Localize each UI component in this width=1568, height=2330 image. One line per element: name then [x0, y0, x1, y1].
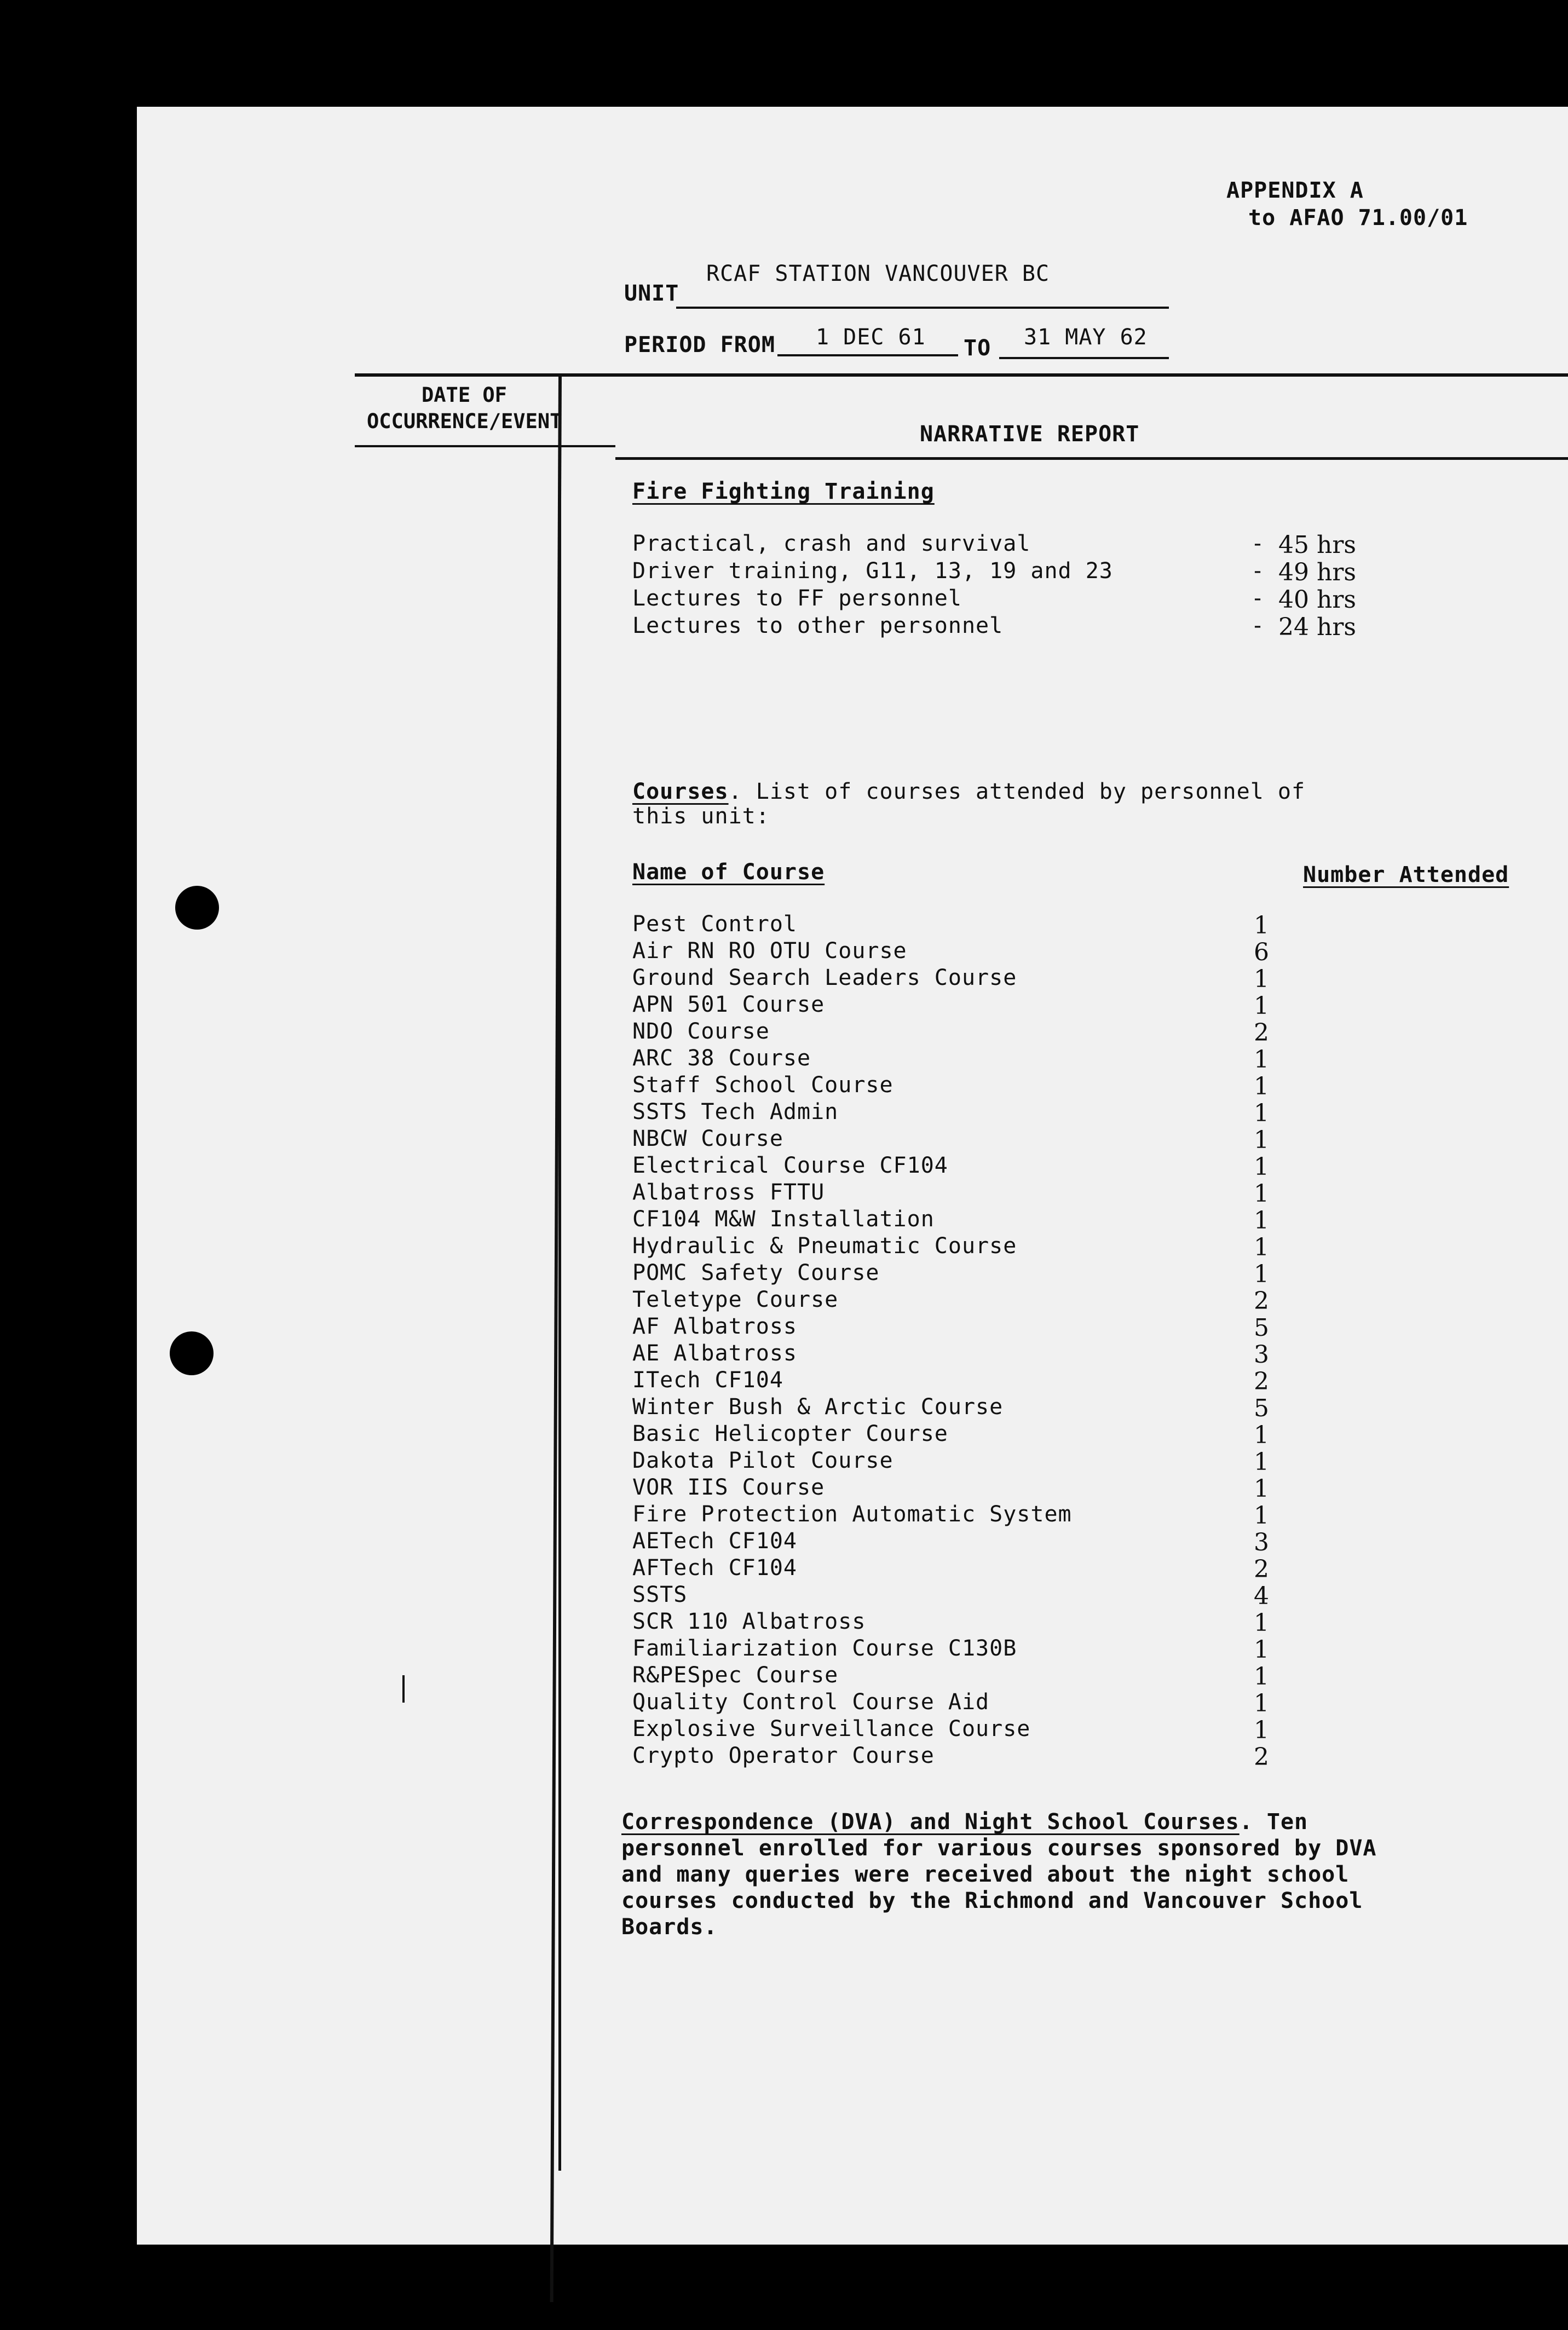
course-name: Familiarization Course C130B [632, 1636, 1017, 1661]
course-row [632, 1609, 1454, 1636]
course-number: 6 [1254, 938, 1269, 966]
period-from-value: 1 DEC 61 [816, 325, 926, 350]
course-name-column-header: Name of Course [632, 860, 825, 885]
fire-fighting-item-dash: - [1251, 531, 1265, 556]
fire-fighting-item-hours: 40 hrs [1278, 586, 1356, 614]
date-column-header-line1: DATE OF [422, 383, 507, 407]
pen-mark [402, 1675, 405, 1703]
course-number: 1 [1254, 1689, 1269, 1717]
fire-fighting-item-label: Lectures to FF personnel [632, 586, 962, 611]
course-name: SSTS [632, 1582, 688, 1607]
course-name: Basic Helicopter Course [632, 1421, 948, 1446]
course-row [632, 938, 1454, 965]
course-number: 1 [1254, 1233, 1269, 1261]
course-name: Ground Search Leaders Course [632, 965, 1017, 990]
appendix-reference: to AFAO 71.00/01 [1248, 205, 1468, 230]
fire-fighting-item-label: Practical, crash and survival [632, 531, 1031, 556]
course-row [632, 1636, 1454, 1663]
course-name: Teletype Course [632, 1287, 839, 1312]
course-row [632, 1716, 1454, 1743]
course-name: APN 501 Course [632, 992, 825, 1017]
fire-fighting-list [632, 531, 1454, 651]
course-name: Winter Bush & Arctic Course [632, 1394, 1004, 1420]
course-name: Fire Protection Automatic System [632, 1502, 1072, 1527]
course-number: 1 [1254, 965, 1269, 993]
fire-fighting-item-dash: - [1251, 613, 1265, 638]
binder-hole [170, 1331, 214, 1375]
course-number: 2 [1254, 1287, 1269, 1315]
courses-heading: Courses [632, 779, 729, 804]
course-number: 1 [1254, 1475, 1269, 1503]
course-name: AE Albatross [632, 1341, 797, 1366]
course-row [632, 1019, 1454, 1046]
course-number: 2 [1254, 1019, 1269, 1047]
course-number: 1 [1254, 1072, 1269, 1100]
course-row [632, 1368, 1454, 1394]
course-number: 3 [1254, 1341, 1269, 1369]
course-name: CF104 M&W Installation [632, 1207, 935, 1232]
course-number: 1 [1254, 1716, 1269, 1744]
course-name: R&PESpec Course [632, 1663, 839, 1688]
course-row [632, 1448, 1454, 1475]
course-name: AFTech CF104 [632, 1555, 797, 1581]
fire-fighting-item-hours: 45 hrs [1278, 531, 1356, 559]
course-number: 1 [1254, 1636, 1269, 1664]
fire-fighting-item-dash: - [1251, 558, 1265, 584]
fire-fighting-heading: Fire Fighting Training [632, 479, 935, 504]
date-column-header-line2: OCCURRENCE/EVENT [367, 410, 562, 433]
unit-value: RCAF STATION VANCOUVER BC [706, 261, 1050, 286]
correspondence-line3: and many queries were received about the night school [621, 1862, 1350, 1887]
course-number: 1 [1254, 1126, 1269, 1154]
course-name: Air RN RO OTU Course [632, 938, 907, 964]
fire-fighting-item [632, 613, 1399, 641]
course-name: NBCW Course [632, 1126, 783, 1151]
course-number: 1 [1254, 1046, 1269, 1074]
course-row [632, 1529, 1454, 1555]
header-bottom-rule-date [355, 445, 615, 447]
course-number: 1 [1254, 1502, 1269, 1530]
course-row [632, 992, 1454, 1019]
courses-intro-text: . List of courses attended by personnel of [728, 779, 1306, 804]
course-row [632, 1555, 1454, 1582]
correspondence-line4: courses conducted by the Richmond and Vancouver School [621, 1888, 1363, 1913]
course-number: 1 [1254, 912, 1269, 939]
course-row [632, 1287, 1454, 1314]
header-bottom-rule-narrative [615, 457, 1568, 460]
course-number: 2 [1254, 1743, 1269, 1771]
fire-fighting-item-label: Lectures to other personnel [632, 613, 1004, 638]
period-to-value: 31 MAY 62 [1024, 325, 1148, 350]
correspondence-line5: Boards. [621, 1914, 718, 1940]
fire-fighting-item [632, 531, 1399, 558]
correspondence-heading: Correspondence (DVA) and Night School Courses [621, 1809, 1240, 1835]
narrative-body [621, 479, 1563, 2121]
course-number: 2 [1254, 1368, 1269, 1395]
course-row [632, 1743, 1454, 1770]
course-row [632, 1341, 1454, 1368]
course-name: Explosive Surveillance Course [632, 1716, 1031, 1741]
course-list [632, 912, 1454, 1777]
table-top-rule [355, 373, 1568, 377]
course-number: 1 [1254, 1448, 1269, 1476]
course-name: Pest Control [632, 912, 797, 937]
course-row [632, 1314, 1454, 1341]
course-name: Staff School Course [632, 1072, 893, 1098]
course-row [632, 1582, 1454, 1609]
course-name: VOR IIS Course [632, 1475, 825, 1500]
course-number: 1 [1254, 1609, 1269, 1637]
course-name: SSTS Tech Admin [632, 1099, 839, 1124]
number-attended-column-header: Number Attended [1303, 862, 1509, 887]
course-row [632, 1475, 1454, 1502]
course-row [632, 1394, 1454, 1421]
period-to-label: TO [964, 336, 991, 361]
course-row [632, 1207, 1454, 1233]
course-name: ARC 38 Course [632, 1046, 811, 1071]
course-name: AETech CF104 [632, 1529, 797, 1554]
course-row [632, 912, 1454, 938]
course-name: POMC Safety Course [632, 1260, 880, 1285]
course-name: Quality Control Course Aid [632, 1689, 990, 1715]
course-row [632, 1072, 1454, 1099]
course-row [632, 1099, 1454, 1126]
course-name: Crypto Operator Course [632, 1743, 935, 1768]
course-name: AF Albatross [632, 1314, 797, 1339]
appendix-label: APPENDIX A [1226, 178, 1364, 203]
course-number: 1 [1254, 1663, 1269, 1691]
course-name: Dakota Pilot Course [632, 1448, 893, 1473]
course-number: 1 [1254, 1207, 1269, 1235]
course-row [632, 1260, 1454, 1287]
column-divider-lower [558, 375, 561, 2171]
period-to-underline [999, 357, 1169, 359]
course-row [632, 1663, 1454, 1689]
course-name: Albatross FTTU [632, 1180, 825, 1205]
course-number: 5 [1254, 1394, 1269, 1422]
courses-intro [632, 779, 1305, 804]
course-number: 1 [1254, 1421, 1269, 1449]
period-from-label: PERIOD FROM [624, 332, 775, 357]
period-from-underline [777, 354, 958, 356]
course-number: 1 [1254, 1260, 1269, 1288]
fire-fighting-item [632, 586, 1399, 613]
course-name: SCR 110 Albatross [632, 1609, 866, 1634]
course-row [632, 1502, 1454, 1529]
course-row [632, 1421, 1454, 1448]
courses-intro-line2: this unit: [632, 804, 770, 829]
course-name: Hydraulic & Pneumatic Course [632, 1233, 1017, 1259]
course-row [632, 1233, 1454, 1260]
correspondence-line2: personnel enrolled for various courses sponsored by DVA [621, 1836, 1377, 1861]
course-number: 1 [1254, 1153, 1269, 1181]
course-number: 3 [1254, 1529, 1269, 1556]
course-name: Electrical Course CF104 [632, 1153, 948, 1178]
fire-fighting-item-dash: - [1251, 586, 1265, 611]
course-row [632, 965, 1454, 992]
course-name: NDO Course [632, 1019, 770, 1044]
course-number: 2 [1254, 1555, 1269, 1583]
correspondence-line1 [621, 1809, 1308, 1835]
correspondence-line1-tail: . Ten [1239, 1809, 1308, 1835]
course-row [632, 1126, 1454, 1153]
paper-page [137, 107, 1568, 2245]
fire-fighting-item-hours: 49 hrs [1278, 558, 1356, 586]
course-row [632, 1046, 1454, 1072]
binder-hole [175, 886, 219, 930]
fire-fighting-item-hours: 24 hrs [1278, 613, 1356, 641]
course-name: ITech CF104 [632, 1368, 783, 1393]
unit-underline [676, 307, 1169, 309]
unit-label: UNIT [624, 281, 679, 306]
course-number: 1 [1254, 992, 1269, 1020]
course-row [632, 1689, 1454, 1716]
narrative-column-header: NARRATIVE REPORT [920, 422, 1140, 447]
course-row [632, 1153, 1454, 1180]
course-number: 5 [1254, 1314, 1269, 1342]
course-number: 4 [1254, 1582, 1269, 1610]
fire-fighting-item-label: Driver training, G11, 13, 19 and 23 [632, 558, 1113, 584]
course-number: 1 [1254, 1099, 1269, 1127]
fire-fighting-item [632, 558, 1399, 586]
course-row [632, 1180, 1454, 1207]
course-number: 1 [1254, 1180, 1269, 1208]
